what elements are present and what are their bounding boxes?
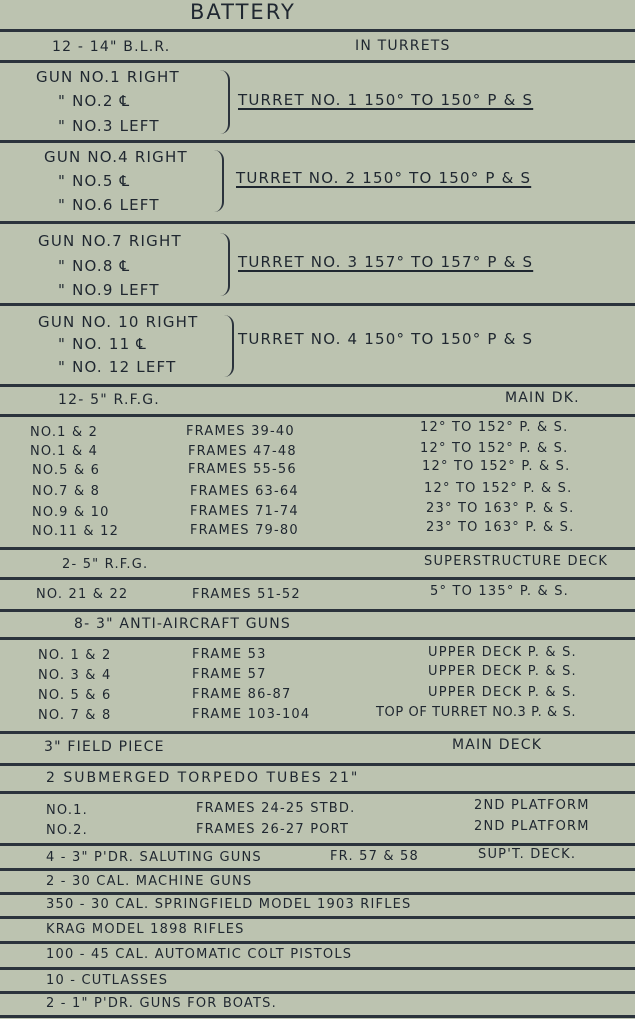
brace xyxy=(218,315,234,377)
misc-item: 2 - 30 CAL. MACHINE GUNS xyxy=(46,874,253,889)
misc-item: KRAG MODEL 1898 RIFLES xyxy=(46,922,245,937)
brace xyxy=(214,70,230,134)
five-inch-gun: NO.5 & 6 xyxy=(32,463,101,478)
turret-gun-line: " NO.6 LEFT xyxy=(58,196,160,214)
main-battery-location: IN TURRETS xyxy=(355,38,451,54)
turret-gun-line: " NO.5 ℄ xyxy=(58,172,131,190)
misc-item: 4 - 3" P'DR. SALUTING GUNS xyxy=(46,850,262,865)
torpedo-frames: FRAMES 26-27 PORT xyxy=(196,822,350,837)
turret-arc: TURRET NO. 1 150° TO 150° P & S xyxy=(238,91,534,109)
torpedo-no: NO.1. xyxy=(46,803,88,818)
torpedo-frames: FRAMES 24-25 STBD. xyxy=(196,801,356,816)
rule xyxy=(0,941,635,944)
document-title: BATTERY xyxy=(190,0,296,24)
five-inch-arc: 12° TO 152° P. & S. xyxy=(422,459,571,474)
brace xyxy=(208,150,224,212)
main-battery-heading: 12 - 14" B.L.R. xyxy=(52,39,171,55)
misc-item: 2 - 1" P'DR. GUNS FOR BOATS. xyxy=(46,996,277,1011)
aa-frame: FRAME 53 xyxy=(192,647,267,662)
rule xyxy=(0,637,635,640)
aa-frame: FRAME 57 xyxy=(192,667,267,682)
turret-gun-line: " NO.9 LEFT xyxy=(58,281,160,299)
aa-frame: FRAME 103-104 xyxy=(192,707,311,722)
five-inch-frames: FRAMES 63-64 xyxy=(190,484,299,499)
rule xyxy=(0,791,635,794)
turret-gun-line: " NO.3 LEFT xyxy=(58,117,160,135)
aa-frame: FRAME 86-87 xyxy=(192,687,292,702)
five-inch-location: MAIN DK. xyxy=(505,390,580,406)
five-inch-gun: NO.1 & 2 xyxy=(30,425,99,440)
anti-aircraft-heading: 8- 3" ANTI-AIRCRAFT GUNS xyxy=(74,616,291,632)
torpedo-heading: 2 SUBMERGED TORPEDO TUBES 21" xyxy=(46,770,360,786)
five-inch-arc: 12° TO 152° P. & S. xyxy=(420,420,569,435)
rule xyxy=(0,60,635,63)
rule xyxy=(0,916,635,919)
superstructure-location: SUPERSTRUCTURE DECK xyxy=(424,554,609,569)
field-piece: 3" FIELD PIECE xyxy=(44,739,165,755)
misc-item-location: SUP'T. DECK. xyxy=(478,847,577,862)
turret-gun-line: " NO.8 ℄ xyxy=(58,257,131,275)
five-inch-frames: FRAMES 55-56 xyxy=(188,462,297,477)
misc-item: 10 - CUTLASSES xyxy=(46,973,169,988)
rule xyxy=(0,991,635,994)
five-inch-frames: FRAMES 39-40 xyxy=(186,424,295,439)
rule xyxy=(0,414,635,417)
rule xyxy=(0,140,635,143)
turret-gun-line: GUN NO.7 RIGHT xyxy=(38,232,182,250)
rule xyxy=(0,384,635,387)
turret-arc: TURRET NO. 3 157° TO 157° P & S xyxy=(238,253,534,271)
turret-gun-line: GUN NO.4 RIGHT xyxy=(44,148,188,166)
five-inch-gun: NO.11 & 12 xyxy=(32,524,120,539)
rule xyxy=(0,967,635,970)
turret-arc: TURRET NO. 2 150° TO 150° P & S xyxy=(236,169,532,187)
five-inch-arc: 12° TO 152° P. & S. xyxy=(420,441,569,456)
superstructure-gun: NO. 21 & 22 xyxy=(36,587,129,602)
misc-item-frames: FR. 57 & 58 xyxy=(330,849,419,864)
rule xyxy=(0,1015,635,1018)
rule xyxy=(0,303,635,306)
aa-gun: NO. 3 & 4 xyxy=(38,668,112,683)
field-piece-location: MAIN DECK xyxy=(452,737,543,753)
five-inch-gun: NO.9 & 10 xyxy=(32,505,110,520)
turret-gun-line: " NO. 11 ℄ xyxy=(58,335,148,353)
five-inch-frames: FRAMES 79-80 xyxy=(190,523,299,538)
rule xyxy=(0,29,635,32)
torpedo-location: 2ND PLATFORM xyxy=(474,798,590,813)
five-inch-arc: 23° TO 163° P. & S. xyxy=(426,501,575,516)
turret-gun-line: GUN NO.1 RIGHT xyxy=(36,68,180,86)
rule xyxy=(0,763,635,766)
rule xyxy=(0,221,635,224)
turret-arc: TURRET NO. 4 150° TO 150° P & S xyxy=(238,330,534,348)
brace xyxy=(214,233,230,296)
aa-location: UPPER DECK P. & S. xyxy=(428,645,577,660)
five-inch-arc: 23° TO 163° P. & S. xyxy=(426,520,575,535)
rule xyxy=(0,577,635,580)
aa-gun: NO. 1 & 2 xyxy=(38,648,112,663)
aa-gun: NO. 5 & 6 xyxy=(38,688,112,703)
turret-gun-line: " NO.2 ℄ xyxy=(58,92,131,110)
five-inch-heading: 12- 5" R.F.G. xyxy=(58,392,160,408)
aa-gun: NO. 7 & 8 xyxy=(38,708,112,723)
aa-location: UPPER DECK P. & S. xyxy=(428,664,577,679)
aa-location: UPPER DECK P. & S. xyxy=(428,685,577,700)
superstructure-frames: FRAMES 51-52 xyxy=(192,587,301,602)
rule xyxy=(0,868,635,871)
rule xyxy=(0,892,635,895)
five-inch-gun: NO.7 & 8 xyxy=(32,484,101,499)
five-inch-arc: 12° TO 152° P. & S. xyxy=(424,481,573,496)
superstructure-arc: 5° TO 135° P. & S. xyxy=(430,584,569,599)
five-inch-gun: NO.1 & 4 xyxy=(30,444,99,459)
rule xyxy=(0,731,635,734)
superstructure-heading: 2- 5" R.F.G. xyxy=(62,557,149,572)
rule xyxy=(0,547,635,550)
five-inch-frames: FRAMES 47-48 xyxy=(188,444,297,459)
misc-item: 350 - 30 CAL. SPRINGFIELD MODEL 1903 RIFLES xyxy=(46,897,412,912)
rule xyxy=(0,609,635,612)
five-inch-frames: FRAMES 71-74 xyxy=(190,504,299,519)
torpedo-no: NO.2. xyxy=(46,823,88,838)
misc-item: 100 - 45 CAL. AUTOMATIC COLT PISTOLS xyxy=(46,947,353,962)
turret-gun-line: GUN NO. 10 RIGHT xyxy=(38,313,199,331)
turret-gun-line: " NO. 12 LEFT xyxy=(58,358,177,376)
torpedo-location: 2ND PLATFORM xyxy=(474,819,590,834)
aa-location: TOP OF TURRET NO.3 P. & S. xyxy=(376,705,577,720)
rule xyxy=(0,843,635,846)
